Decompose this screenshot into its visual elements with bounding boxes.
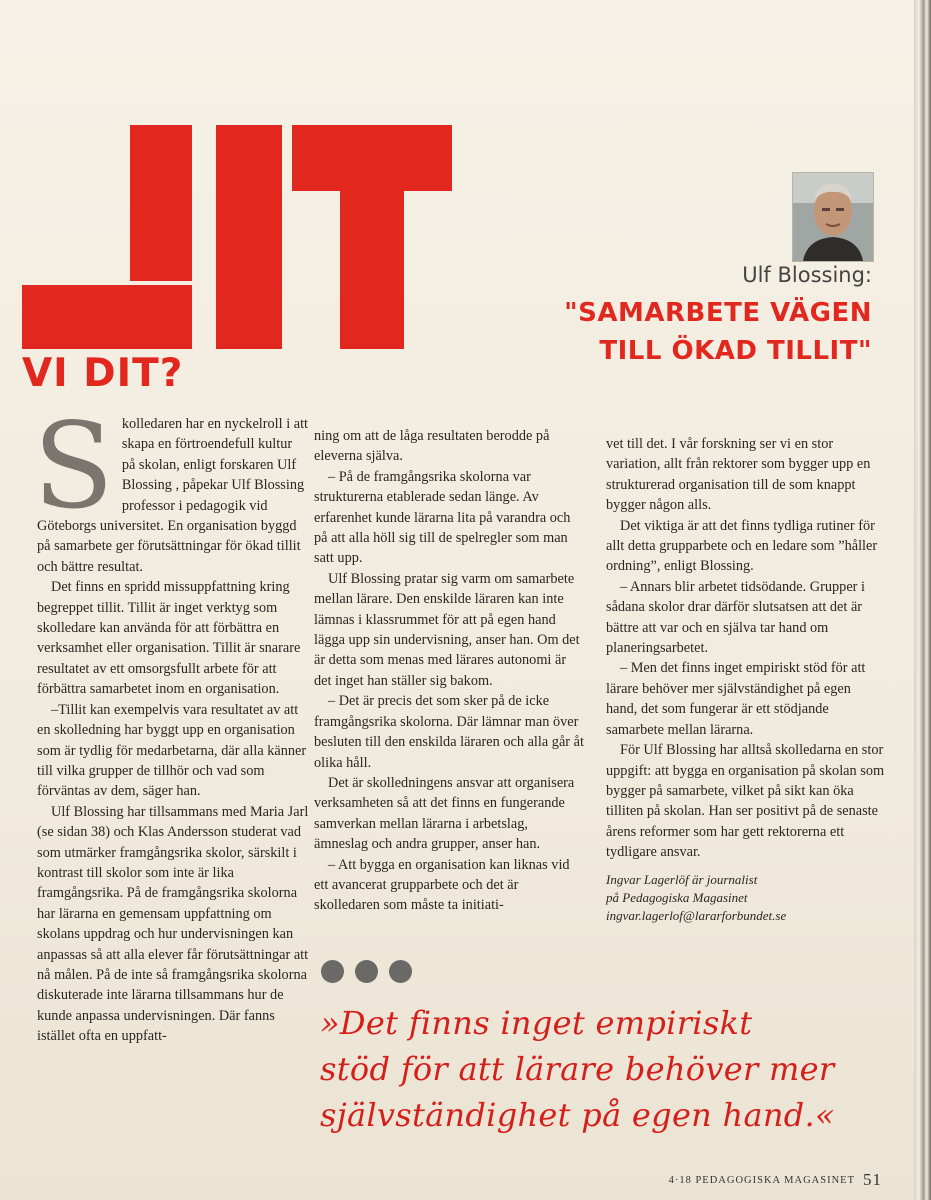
page-number: 51 [863, 1170, 882, 1189]
paragraph: vet till det. I vår forskning ser vi en stor variation, allt från rektorer som bygger upp en strukturerad organisation till de som knappt bygger någon alls. [606, 436, 871, 514]
subtitle: VI DIT? [22, 351, 184, 396]
dot-icon [321, 960, 344, 983]
signature-email: ingvar.lagerlof@lararforbundet.se [606, 907, 787, 923]
paragraph: Det finns en spridd missuppfattning kring begreppet tillit. Tillit är inget verktyg som skolledare kan använda för att förbättra en verksamhet eller organisation. Tillit är snarare resultatet av ett omsorgsfullt arbete för att förbättra samarbetet inom en organisation. [37, 579, 301, 698]
title-letter-l-base [22, 285, 192, 349]
page-footer [669, 1170, 882, 1190]
headline-line: "SAMARBETE VÄGEN [564, 298, 872, 328]
byline: Ulf Blossing: [742, 263, 872, 287]
article-column-3 [606, 434, 885, 925]
article-column-2 [314, 426, 584, 916]
signature-line: på Pedagogiska Magasinet [606, 889, 748, 905]
portrait-photo-icon [793, 173, 873, 261]
paragraph: Ulf Blossing pratar sig varm om samarbete mellan lärare. Den enskilde läraren kan inte lämnas i klassrummet för att på egen hand lägga upp sin undervisning, anser han. Om det är detta som menas med lärares autonomi är det inget han ställer sig bakom. [314, 570, 580, 689]
pull-quote-line: »Det finns inget empiriskt [320, 1004, 753, 1042]
title-letter-l-stem [130, 125, 192, 281]
headline-line: TILL ÖKAD TILLIT" [599, 336, 872, 366]
headline [564, 294, 872, 370]
paragraph: kolledaren har en nyckelroll i att skapa en förtroendefull kultur på skolan, enligt forskaren Ulf Blossing , påpekar Ulf Blossing professor i pedagogik vid Göteborgs universitet. En organisation byggd på samarbete ger förutsättningar för ökad tillit och bättre resultat. [37, 416, 309, 575]
paragraph: ning om att de låga resultaten berodde på eleverna själva. [314, 428, 550, 465]
pull-quote-line: självständighet på egen hand.« [320, 1096, 835, 1134]
paragraph: Det är skolledningens ansvar att organisera verksamheten så att det finns en fungerande samverkan mellan lärarna i arbetslag, ämneslag och andra grupper, anser han. [314, 774, 575, 853]
signature-line: Ingvar Lagerlöf är journalist [606, 871, 758, 887]
dot-icon [389, 960, 412, 983]
title-letter-i [216, 125, 282, 349]
big-title [22, 123, 452, 351]
pull-quote [320, 1000, 835, 1138]
paragraph: – Men det finns inget empiriskt stöd för att lärare behöver mer självständighet på egen hand, det som fungerar är ett stödjande samarbete mellan lärarna. [606, 660, 866, 738]
paragraph: – Att bygga en organisation kan liknas vid ett avancerat grupparbete och det är skolledaren som måste ta initiati- [314, 856, 570, 914]
paragraph: – På de framgångsrika skolorna var strukturerna etablerade sedan länge. Av erfarenhet kunde lärarna lita på varandra och på att alla höll sig till de spelregler som man satt upp. [314, 468, 571, 567]
dot-icon [355, 960, 378, 983]
paragraph: – Det är precis det som sker på de icke framgångsrika skolorna. Där lämnar man över besluten till den enskilda läraren och alla går åt olika håll. [314, 693, 584, 771]
paragraph: – Annars blir arbetet tidsödande. Grupper i sådana skolor drar därför slutsatsen att det är bättre att var och en själva tar hand om planeringsarbetet. [606, 578, 865, 657]
magazine-spine [914, 0, 931, 1200]
pull-quote-line: stöd för att lärare behöver mer [320, 1050, 835, 1088]
issue-label: 4·18 PEDAGOGISKA MAGASINET [668, 1175, 855, 1186]
title-letter-t-bar [292, 125, 452, 191]
paragraph: Ulf Blossing har tillsammans med Maria Jarl (se sidan 38) och Klas Andersson studerat vad som utmärker framgångsrika skolor, särskilt i kontrast till skolor som inte är lika framgångsrika. På de framgångsrika skolorna har lärarna en gemensam uppfattning om skolans uppdrag och hur undervisningen kan anpassas så att alla elever får förutsättningar att nå målen. På de inte så framgångsrika skolorna diskuterade inte lärarna tillsammans hur de kunde anpassa undervisningen. Där fanns istället ofta en uppfatt- [37, 803, 309, 1045]
quote-dots [321, 960, 417, 986]
paragraph: För Ulf Blossing har alltså skolledarna en stor uppgift: att bygga en organisation på skolan som bygger på samarbete, vilket på sikt kan öka tilliten på skolan. Han ser positivt på de senaste årens reformer som har gett rektorerna ett tydligare ansvar. [606, 742, 885, 861]
author-portrait [792, 172, 874, 262]
paragraph: Det viktiga är att det finns tydliga rutiner för allt detta grupparbete och en ledare som ”håller ordning”, enligt Blossing. [606, 517, 878, 575]
drop-cap: S [33, 397, 114, 535]
title-letters [22, 123, 452, 351]
article-column-1 [33, 397, 309, 1047]
paragraph: –Tillit kan exempelvis vara resultatet av att en skolledning har byggt upp en organisation som är tydlig för medarbetarna, där alla känner till vilka grupper de tillhör och vad som förväntas av dem, säger han. [37, 701, 307, 800]
author-signature [606, 871, 885, 925]
title-letter-t-stem [340, 187, 404, 349]
